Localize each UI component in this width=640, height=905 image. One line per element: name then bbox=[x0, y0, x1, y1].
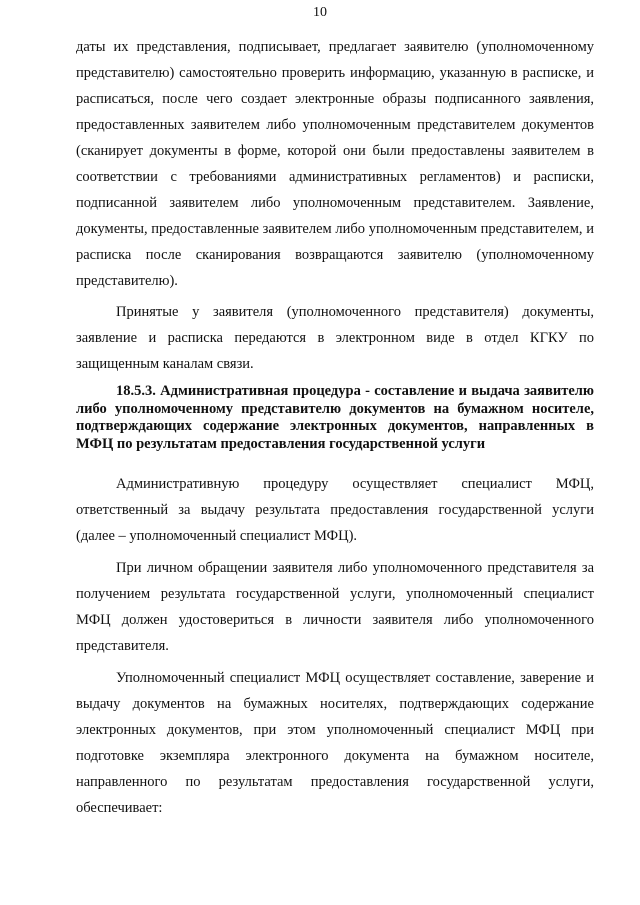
paragraph-continued: даты их представления, подписывает, предлагает заявителю (уполномоченному представителю) самостоятельно проверить информацию, указанную в расписке, и расписаться, после чего создает электронные образы подписанного заявления, предоставленных заявителем либо уполномоченным представителем документов (сканирует документы в форме, которой они были предоставлены заявителем в соответствии с требованиями административных регламентов) и расписки, подписанной заявителем либо уполномоченным представителем. Заявление, документы, предоставленные заявителем либо уполномоченным представителем, и расписка после сканирования возвращаются заявителю (уполномоченному представителю). bbox=[76, 39, 594, 289]
paragraph-documents-transfer: Принятые у заявителя (уполномоченного представителя) документы, заявление и расписка передаются в электронном виде в отдел КГКУ по защищенным каналам связи. bbox=[76, 304, 594, 372]
page-number: 10 bbox=[313, 5, 327, 20]
section-heading-18-5-3: 18.5.3. Административная процедура - составление и выдача заявителю либо уполномоченному представителю документов на бумажном носителе, подтверждающих содержание электронных документов, направленных в МФЦ по результатам предоставления государственной услуги bbox=[76, 383, 594, 452]
paragraph-responsible-specialist: Административную процедуру осуществляет специалист МФЦ, ответственный за выдачу результата предоставления государственной услуги (далее – уполномоченный специалист МФЦ). bbox=[76, 476, 594, 544]
paragraph-identity-check: При личном обращении заявителя либо уполномоченного представителя за получением результата государственной услуги, уполномоченный специалист МФЦ должен удостовериться в личности заявителя либо уполномоченного представителя. bbox=[76, 560, 594, 654]
paragraph-paper-documents: Уполномоченный специалист МФЦ осуществляет составление, заверение и выдачу документов на бумажных носителях, подтверждающих содержание электронных документов, при этом уполномоченный специалист МФЦ при подготовке экземпляра электронного документа на бумажном носителе, направленного по результатам предоставления государственной услуги, обеспечивает: bbox=[76, 670, 594, 816]
document-body bbox=[76, 34, 594, 821]
